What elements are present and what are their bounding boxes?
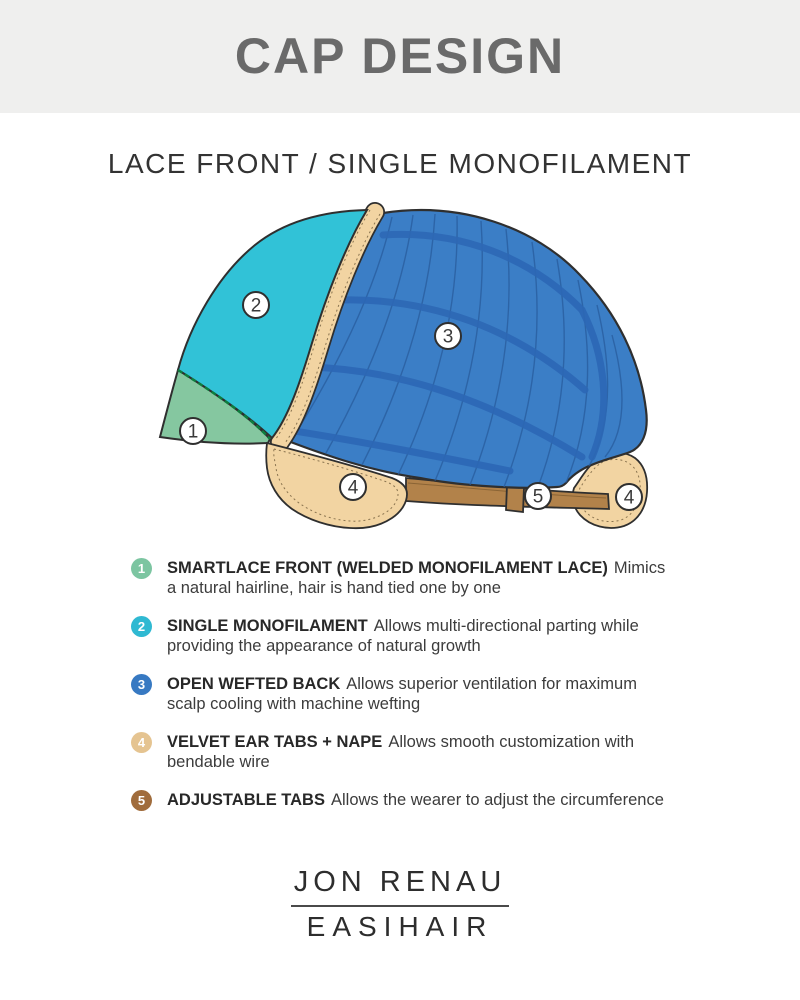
legend-item-open-wefted-back	[131, 674, 671, 714]
marker-1	[180, 418, 206, 444]
legend-text	[167, 674, 671, 714]
legend-text	[167, 616, 671, 656]
svg-text:2: 2	[250, 295, 262, 317]
legend-item-title: VELVET EAR TABS + NAPE	[167, 733, 383, 751]
legend-item-description: Allows smooth customization with bendable wire	[167, 733, 635, 771]
legend-item-title: SMARTLACE FRONT (WELDED MONOFILAMENT LACE)	[167, 559, 608, 577]
legend-item-title: SINGLE MONOFILAMENT	[167, 617, 368, 635]
svg-text:5: 5	[532, 486, 544, 508]
svg-text:4: 4	[623, 487, 635, 509]
brand-divider-line	[291, 905, 509, 907]
page-title: CAP DESIGN	[234, 28, 566, 84]
header-band	[0, 0, 800, 113]
legend-item-description: Mimics a natural hairline, hair is hand tied one by one	[167, 559, 666, 597]
legend-badge-5: 5	[131, 790, 152, 811]
marker-3	[435, 323, 461, 349]
legend-text	[167, 732, 671, 772]
brand-name-top: JON RENAU	[293, 866, 507, 898]
svg-text:4: 4	[347, 477, 359, 499]
legend-item-description: Allows superior ventilation for maximum scalp cooling with machine wefting	[167, 675, 637, 713]
brand-name-bottom: EASIHAIR	[306, 911, 494, 942]
legend	[131, 558, 671, 811]
strap-buckle	[506, 485, 524, 512]
legend-item-smartlace-front	[131, 558, 671, 598]
cap-diagram	[130, 195, 670, 545]
marker-5	[525, 483, 551, 509]
legend-badge-4: 4	[131, 732, 152, 753]
legend-badge-3: 3	[131, 674, 152, 695]
legend-item-title: ADJUSTABLE TABS	[167, 791, 325, 809]
legend-badge-2: 2	[131, 616, 152, 637]
marker-2	[243, 292, 269, 318]
cap-subtitle: LACE FRONT / SINGLE MONOFILAMENT	[107, 148, 693, 179]
svg-text:3: 3	[442, 326, 454, 348]
marker-4-nape	[616, 484, 642, 510]
legend-item-single-monofilament	[131, 616, 671, 656]
marker-4-ear	[340, 474, 366, 500]
svg-text:1: 1	[187, 421, 199, 443]
legend-item-description: Allows the wearer to adjust the circumference	[330, 791, 664, 809]
legend-text	[167, 558, 671, 598]
legend-item-title: OPEN WEFTED BACK	[167, 675, 341, 693]
legend-text	[167, 790, 671, 810]
legend-item-description: Allows multi-directional parting while providing the appearance of natural growth	[167, 617, 639, 655]
legend-badge-1: 1	[131, 558, 152, 579]
legend-item-velvet-ear-tabs	[131, 732, 671, 772]
legend-item-adjustable-tabs	[131, 790, 671, 811]
brand-logo	[0, 866, 800, 943]
